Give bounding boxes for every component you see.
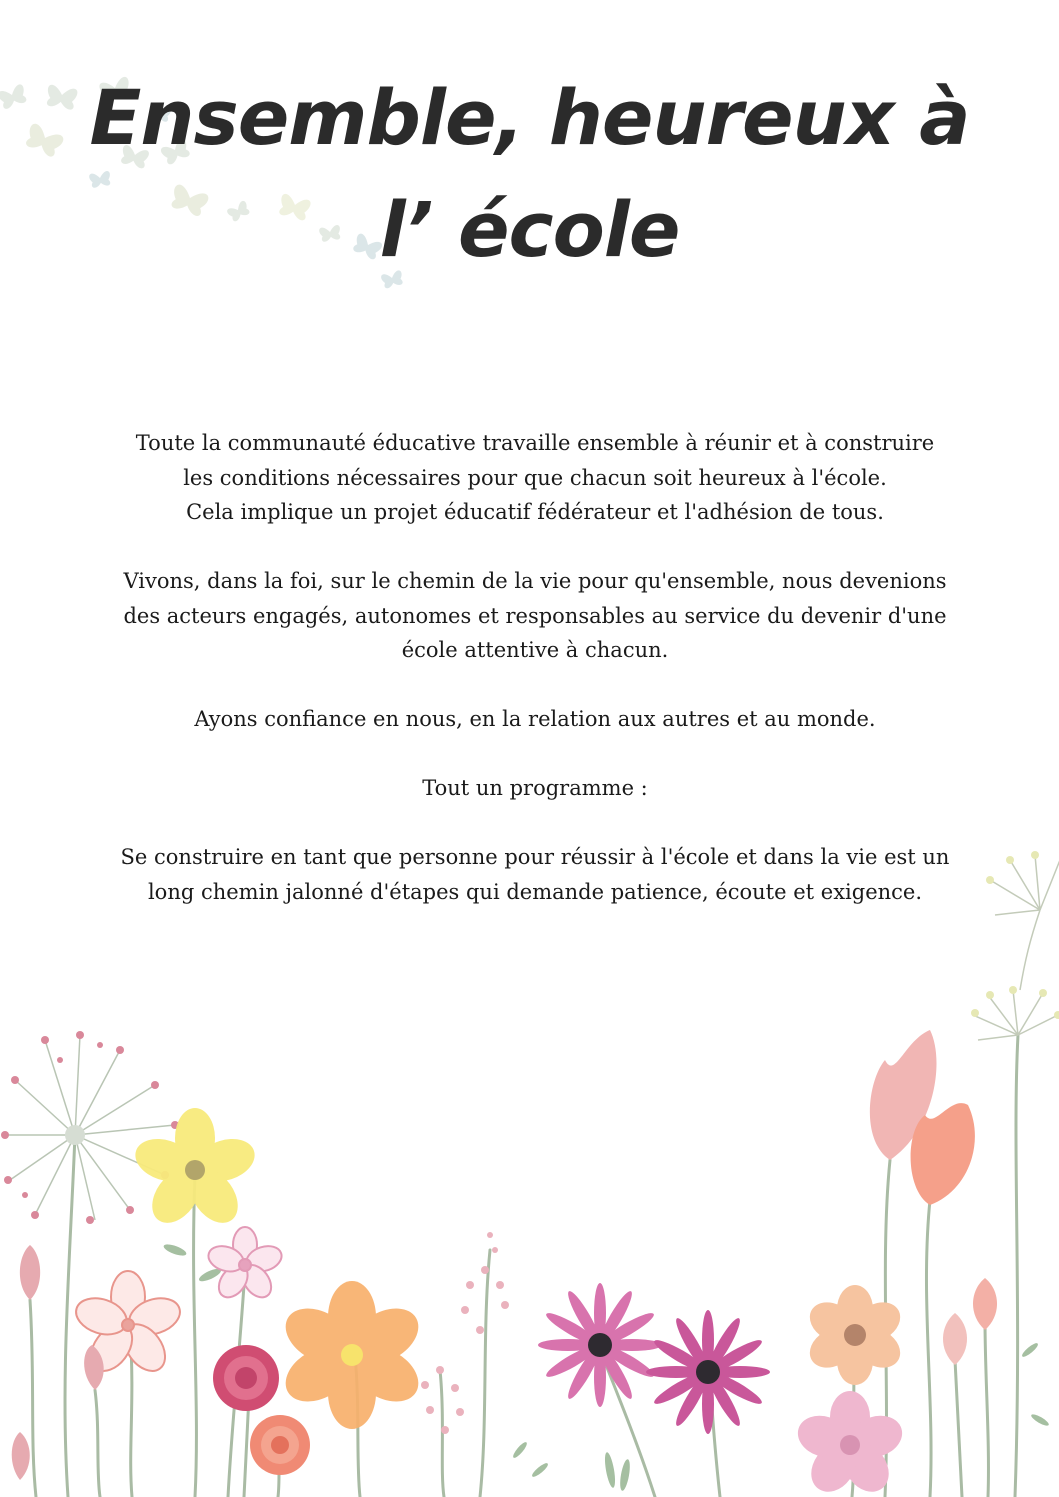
orange-flower (276, 1281, 428, 1429)
rose-flower (250, 1415, 310, 1475)
text-line: Cela implique un projet éducatif fédérateur et l'adhésion de tous. (186, 500, 884, 524)
rose-flower (213, 1345, 279, 1411)
text-line: long chemin jalonné d'étapes qui demande patience, écoute et exigence. (147, 879, 923, 904)
text-line: Toute la communauté éducative travaille ensemble à réunir et à construire (135, 431, 935, 455)
text-line: Tout un programme : (422, 776, 648, 800)
pink-flower (792, 1391, 907, 1497)
title-line-2: l’ école (379, 185, 680, 274)
text-line: Vivons, dans la foi, sur le chemin de la vie pour qu'ensemble, nous devenions (123, 569, 947, 593)
peach-flower (803, 1285, 908, 1385)
magenta-daisy (538, 1283, 662, 1407)
text-line: Se construire en tant que personne pour réussir à l'école et dans la vie est un (120, 845, 950, 869)
text-line: des acteurs engagés, autonomes et responsables au service du devenir d'une (123, 603, 947, 628)
text-line: école attentive à chacun. (401, 638, 669, 662)
title-line-1: Ensemble, heureux à (89, 73, 970, 162)
dandelion-flower (5, 1035, 175, 1220)
text-line: Ayons confiance en nous, en la relation aux autres et au monde. (194, 707, 876, 731)
magenta-daisy (646, 1310, 770, 1434)
text-line: les conditions nécessaires pour que chacun soit heureux à l'école. (183, 465, 887, 490)
